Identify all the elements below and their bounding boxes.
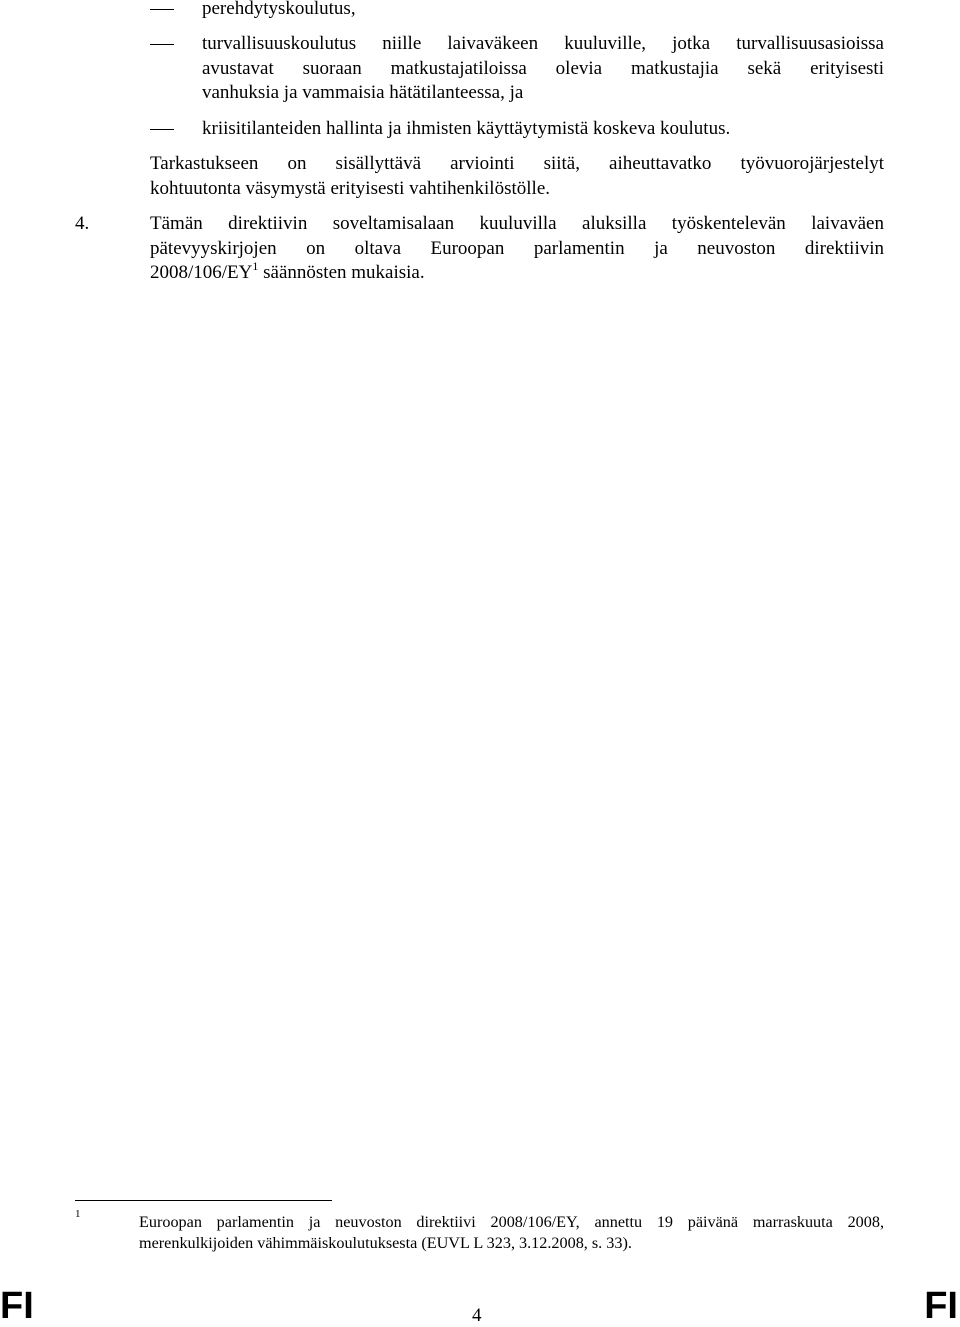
text-fragment: säännösten mukaisia. (258, 262, 425, 283)
text-line (150, 261, 884, 286)
footnote-separator (75, 1200, 332, 1201)
text-line: Euroopan parlamentin ja neuvoston direktiivi 2008/106/EY, annettu 19 päivänä marraskuuta 2008, (139, 1213, 884, 1231)
dash-marker (150, 0, 178, 10)
bullet-text: perehdytyskoulutus, (202, 0, 356, 19)
assessment-paragraph (150, 152, 884, 201)
text-line: pätevyyskirjojen on oltava Euroopan parlamentin ja neuvoston direktiivin (150, 237, 884, 259)
bullet-item (150, 117, 884, 142)
text-line: merenkulkijoiden vähimmäiskoulutuksesta (EUVL L 323, 3.12.2008, s. 33). (139, 1234, 632, 1252)
dash-marker (150, 117, 178, 130)
text-line: kohtuutonta väsymystä erityisesti vahtihenkilöstölle. (150, 177, 551, 199)
text-line: Tarkastukseen on sisällyttävä arviointi siitä, aiheuttavatko työvuorojärjestelyt (150, 153, 884, 174)
bullet-item (150, 0, 884, 22)
page-number: 4 (472, 1305, 482, 1326)
text-line: Tämän direktiivin soveltamisalaan kuuluvilla aluksilla työskentelevän laivaväen (150, 213, 884, 234)
text-line: turvallisuuskoulutus niille laivaväkeen kuuluville, jotka turvallisuusasioissa (202, 33, 884, 54)
bullet-text (202, 32, 884, 106)
text-line: avustavat suoraan matkustajatiloissa olevia matkustajia sekä erityisesti (202, 57, 884, 79)
footnote-text (139, 1212, 884, 1254)
section-number: 4. (75, 213, 90, 234)
footnote-reference[interactable]: 1 (252, 259, 259, 273)
dash-marker (150, 32, 178, 45)
text-line: vanhuksia ja vammaisia hätätilanteessa, ja (202, 82, 524, 103)
footnote-mark: 1 (75, 1208, 81, 1220)
bullet-text: kriisitilanteiden hallinta ja ihmisten käyttäytymistä koskeva koulutus. (202, 118, 731, 139)
bullet-item (150, 32, 884, 107)
footer-language-right: FI (924, 1285, 958, 1327)
section-4-paragraph (150, 212, 884, 286)
footer-language-left: FI (0, 1285, 34, 1327)
directive-reference: 2008/106/EY (150, 262, 253, 283)
